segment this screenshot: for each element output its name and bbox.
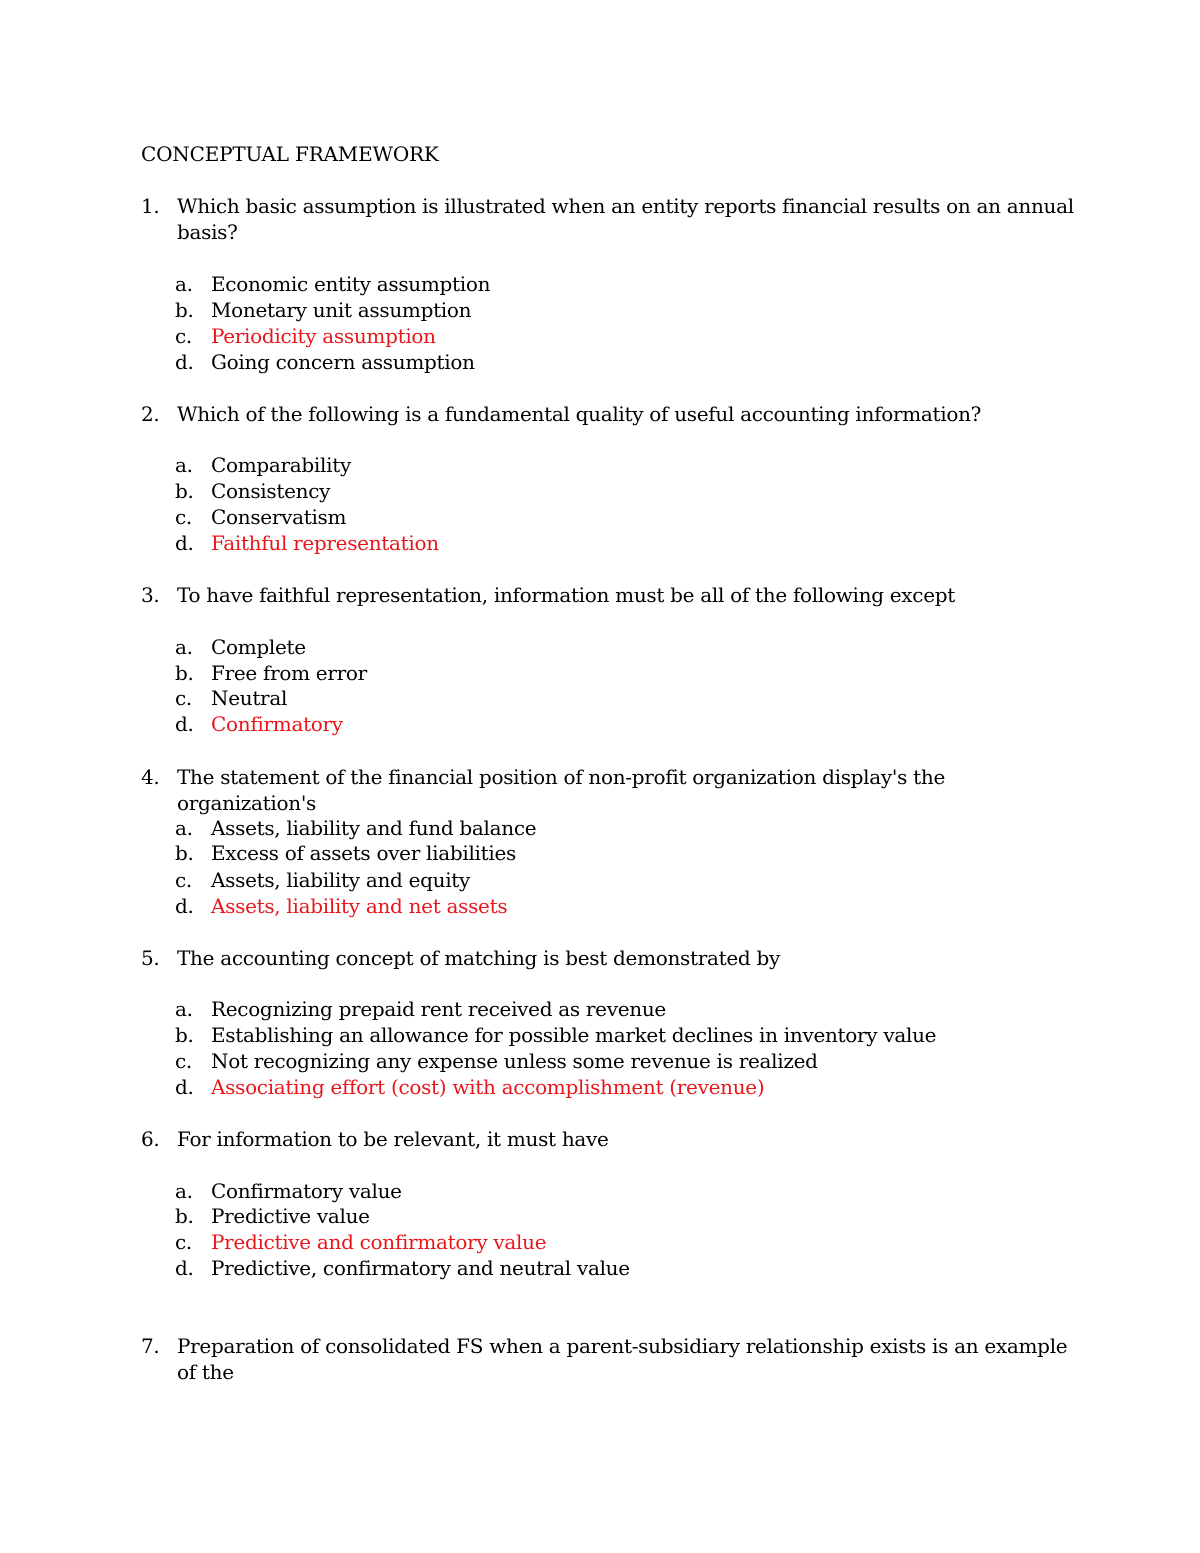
option-text: Complete [211, 635, 306, 659]
option-letter: b. [175, 841, 194, 865]
option-letter: b. [175, 298, 194, 322]
option-text: Confirmatory value [211, 1179, 402, 1203]
option-text: Economic entity assumption [211, 272, 491, 296]
question-number: 5. [141, 946, 160, 970]
option-letter: c. [175, 686, 192, 710]
answer-option-correct [175, 1229, 546, 1255]
option-text: Establishing an allowance for possible market declines in inventory value [211, 1023, 937, 1047]
question-6 [141, 1126, 1081, 1152]
answer-option-correct [175, 530, 439, 556]
option-text: Conservatism [211, 505, 347, 529]
option-text: Faithful representation [211, 531, 439, 555]
option-text: Comparability [211, 453, 351, 477]
option-text: Consistency [211, 479, 331, 503]
question-text: Which basic assumption is illustrated when an entity reports financial results on an annual basis? [177, 194, 1074, 244]
option-letter: b. [175, 1204, 194, 1228]
answer-option [175, 634, 306, 660]
question-number: 3. [141, 583, 160, 607]
answer-option-correct [175, 1074, 764, 1100]
option-letter: b. [175, 661, 194, 685]
option-letter: d. [175, 1075, 194, 1099]
option-letter: d. [175, 1256, 194, 1280]
option-text: Monetary unit assumption [211, 298, 472, 322]
question-text: Which of the following is a fundamental quality of useful accounting information? [177, 402, 982, 426]
option-letter: a. [175, 453, 193, 477]
answer-option [175, 996, 666, 1022]
answer-option-correct [175, 711, 343, 737]
answer-option [175, 297, 471, 323]
option-letter: a. [175, 816, 193, 840]
answer-option [175, 867, 470, 893]
option-letter: b. [175, 1023, 194, 1047]
option-letter: b. [175, 479, 194, 503]
question-1 [141, 193, 1081, 245]
answer-option [175, 815, 536, 841]
option-text: Going concern assumption [211, 350, 475, 374]
answer-option-correct [175, 323, 436, 349]
option-letter: a. [175, 997, 193, 1021]
question-text: The accounting concept of matching is best demonstrated by [177, 946, 780, 970]
option-text: Predictive value [211, 1204, 370, 1228]
question-text: For information to be relevant, it must have [177, 1127, 609, 1151]
option-letter: d. [175, 350, 194, 374]
question-number: 4. [141, 765, 160, 789]
option-letter: d. [175, 712, 194, 736]
answer-option-correct [175, 893, 507, 919]
option-text: Predictive and confirmatory value [211, 1230, 547, 1254]
answer-option [175, 452, 351, 478]
answer-option [175, 1203, 370, 1229]
answer-option [175, 478, 330, 504]
option-letter: c. [175, 1230, 192, 1254]
question-2 [141, 401, 1081, 427]
option-letter: a. [175, 1179, 193, 1203]
option-text: Predictive, confirmatory and neutral value [211, 1256, 630, 1280]
option-letter: c. [175, 505, 192, 529]
option-text: Neutral [211, 686, 288, 710]
option-letter: c. [175, 868, 192, 892]
question-7 [141, 1333, 1081, 1385]
question-text: The statement of the financial position of non-profit organization display's the organization's [177, 765, 945, 815]
option-text: Assets, liability and equity [211, 868, 471, 892]
option-text: Assets, liability and fund balance [211, 816, 537, 840]
option-text: Free from error [211, 661, 367, 685]
option-letter: c. [175, 324, 192, 348]
option-text: Not recognizing any expense unless some revenue is realized [211, 1049, 818, 1073]
option-text: Associating effort (cost) with accomplishment (revenue) [211, 1075, 765, 1099]
question-text: To have faithful representation, information must be all of the following except [177, 583, 955, 607]
option-letter: a. [175, 272, 193, 296]
answer-option [175, 685, 287, 711]
option-text: Excess of assets over liabilities [211, 841, 516, 865]
answer-option [175, 660, 367, 686]
question-number: 6. [141, 1127, 160, 1151]
question-text: Preparation of consolidated FS when a parent-subsidiary relationship exists is an example of the [177, 1334, 1068, 1384]
question-3 [141, 582, 1081, 608]
option-text: Periodicity assumption [211, 324, 436, 348]
answer-option [175, 1022, 936, 1048]
option-letter: a. [175, 635, 193, 659]
option-text: Recognizing prepaid rent received as revenue [211, 997, 666, 1021]
answer-option [175, 1178, 402, 1204]
answer-option [175, 504, 346, 530]
document-title: CONCEPTUAL FRAMEWORK [141, 142, 439, 166]
question-4 [141, 764, 1081, 816]
option-letter: d. [175, 531, 194, 555]
answer-option [175, 271, 490, 297]
answer-option [175, 349, 475, 375]
question-5 [141, 945, 1081, 971]
answer-option [175, 1048, 818, 1074]
option-letter: d. [175, 894, 194, 918]
option-text: Assets, liability and net assets [211, 894, 508, 918]
question-number: 7. [141, 1334, 160, 1358]
option-text: Confirmatory [211, 712, 343, 736]
option-letter: c. [175, 1049, 192, 1073]
question-number: 1. [141, 194, 160, 218]
question-number: 2. [141, 402, 160, 426]
answer-option [175, 840, 516, 866]
answer-option [175, 1255, 630, 1281]
